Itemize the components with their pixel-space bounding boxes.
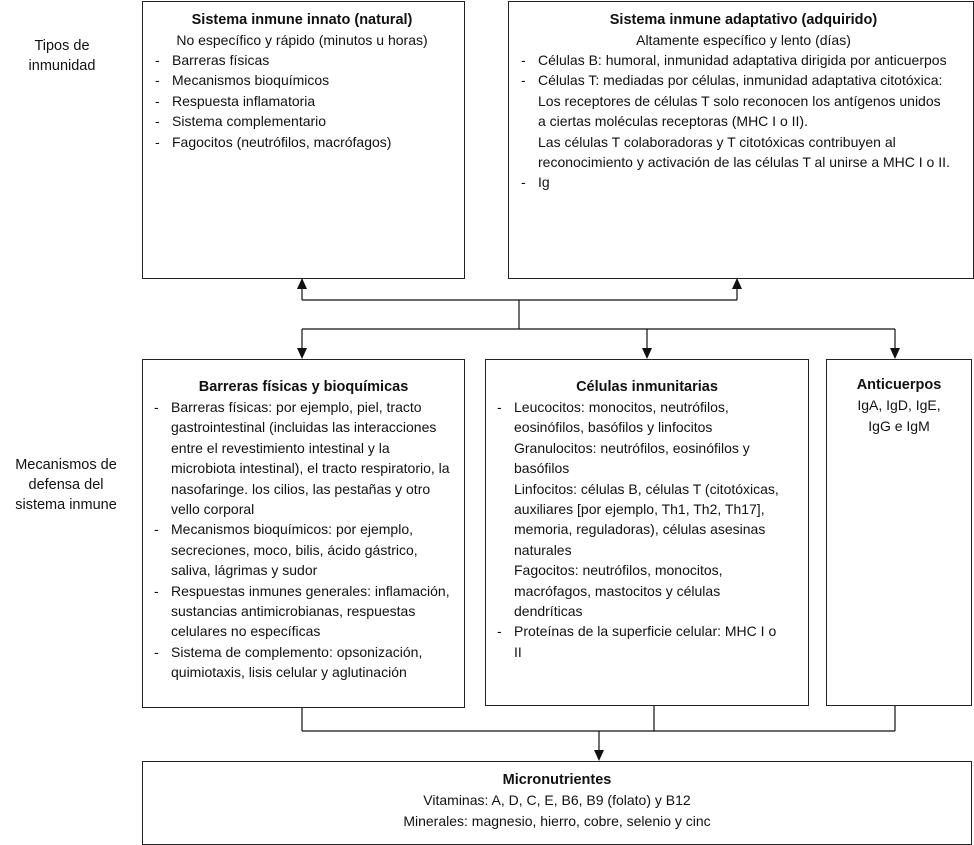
list-item: - Sistema de complemento: opsonización, quimiotaxis, lisis celular y aglutinación [147,642,450,683]
antibodies-box [826,359,972,706]
micronutrients-box [142,761,972,845]
list-item-continuation: Linfocitos: células B, células T (citotóxicas, auxiliares [por ejemplo, Th1, Th2, Th17], memoria, reguladoras), células asesinas naturales [514,480,779,558]
list-item: - Células B: humoral, inmunidad adaptativa dirigida por anticuerpos [514,50,951,70]
antibodies-title: Anticuerpos [856,377,942,393]
cells-list [490,397,784,662]
list-item: - Mecanismos bioquímicos [148,70,456,90]
vitamins-line: Vitaminas: A, D, C, E, B6, B9 (folato) y B12 [423,792,691,808]
list-item: - Respuesta inflamatoria [148,91,456,111]
innate-list [148,50,456,152]
innate-immune-box [142,1,465,279]
barriers-box [142,359,465,708]
minerals-line: Minerales: magnesio, hierro, cobre, selenio y cinc [403,813,711,829]
list-item: - Sistema complementario [148,111,456,131]
list-item: - Fagocitos (neutrófilos, macrófagos) [148,132,456,152]
list-item: - Barreras físicas [148,50,456,70]
list-item-text: Células T: mediadas por células, inmunidad adaptativa citotóxica: [538,72,943,89]
arrowhead-innate [297,278,307,289]
defense-mechanisms-label: Mecanismos de defensa del sistema inmune [15,457,117,513]
list-item [514,70,951,172]
list-item: - Mecanismos bioquímicos: por ejemplo, secreciones, moco, bilis, ácido gástrico, saliva, lágrimas y sudor [147,519,450,580]
barriers-title: Barreras físicas y bioquímicas [198,379,409,395]
list-item: - Barreras físicas: por ejemplo, piel, tracto gastrointestinal (incluidas las interacciones entre el revestimiento intestinal y la microbiota intestinal), el tracto respiratorio, la nasofaringe. los cilios, las pestañas y otro vello corporal [147,397,450,519]
adaptive-list [514,50,951,193]
innate-subtitle: No específico y rápido (minutos u horas) [176,32,428,48]
list-item-continuation: Los receptores de células T solo reconocen los antígenos unidos a ciertas moléculas receptoras (MHC I o II). [538,92,941,130]
cells-title: Células inmunitarias [576,379,718,395]
list-item-text: Leucocitos: monocitos, neutrófilos, eosinófilos, basófilos y linfocitos [514,399,729,436]
micronutrients-title: Micronutrientes [502,772,612,788]
arrowhead-cells [642,348,652,359]
types-of-immunity-label: Tipos de inmunidad [28,38,96,74]
list-item [490,397,784,621]
adaptive-immune-box [508,1,974,279]
antibodies-text: IgA, IgD, IgE, IgG e IgM [857,397,941,434]
list-item-continuation: Las células T colaboradoras y T citotóxicas contribuyen al reconocimiento y activación de las células T al unirse a MHC I o II. [538,133,950,171]
adaptive-subtitle: Altamente específico y lento (días) [636,32,851,48]
adaptive-title: Sistema inmune adaptativo (adquirido) [609,12,878,28]
barriers-list [147,397,450,683]
innate-title: Sistema inmune innato (natural) [191,12,413,28]
arrowhead-barriers [297,348,307,359]
list-item-continuation: Fagocitos: neutrófilos, monocitos, macrófagos, mastocitos y células dendríticas [514,562,723,620]
immune-cells-box [485,359,809,706]
list-item: - Ig [514,172,951,192]
arrowhead-adaptive [732,278,742,289]
arrowhead-antibodies [890,348,900,359]
list-item: - Respuestas inmunes generales: inflamación, sustancias antimicrobianas, respuestas celulares no específicas [147,581,450,642]
list-item-continuation: Granulocitos: neutrófilos, eosinófilos y basófilos [514,439,750,477]
list-item: - Proteínas de la superficie celular: MHC I o II [490,621,784,662]
arrowhead-micronutrients [594,750,604,761]
